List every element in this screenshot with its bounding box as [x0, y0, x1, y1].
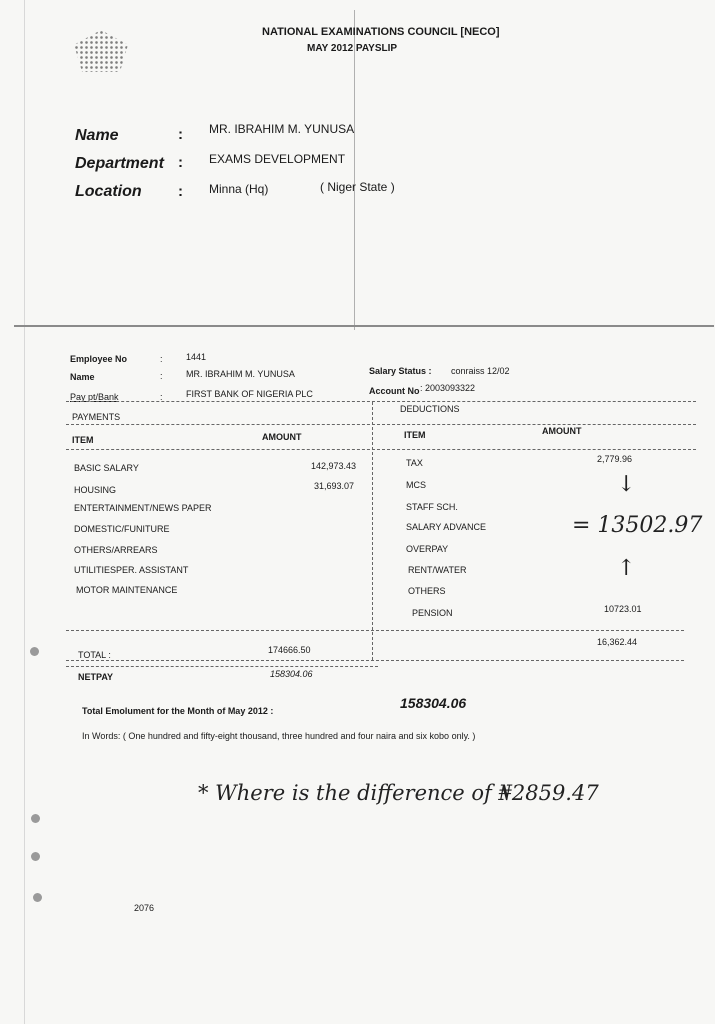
account-value: : 2003093322 [420, 383, 476, 393]
total-value: 174666.50 [268, 645, 311, 655]
colon: : [178, 183, 183, 200]
salary-status-value: conraiss 12/02 [451, 366, 510, 376]
deduction-item: MCS [406, 480, 426, 490]
deductions-item-header: ITEM [404, 430, 426, 440]
colon: : [160, 392, 163, 402]
employee-no-value: 1441 [186, 352, 207, 362]
table-rule [66, 449, 696, 450]
payment-item: BASIC SALARY [74, 463, 139, 473]
deduction-item: OVERPAY [406, 544, 449, 554]
fold-line-horizontal [14, 325, 714, 327]
colon: : [160, 371, 163, 381]
colon: : [178, 154, 183, 171]
location-value: Minna (Hq) [209, 182, 269, 196]
deduction-item: OTHERS [408, 586, 446, 596]
payments-section-label: PAYMENTS [72, 412, 121, 422]
table-rule [66, 401, 696, 402]
name-value: MR. IBRAHIM M. YUNUSA [209, 122, 355, 136]
payment-item: HOUSING [74, 485, 117, 495]
punch-hole [31, 814, 40, 823]
payments-item-header: ITEM [72, 435, 94, 445]
deduction-item: STAFF SCH. [406, 502, 458, 512]
amount-in-words: In Words: ( One hundred and fifty-eight thousand, three hundred and four naira and six kobo only. ) [82, 731, 476, 741]
netpay-value: 158304.06 [270, 669, 313, 679]
arrow-up-icon: ↑ [617, 556, 636, 581]
bank-value: FIRST BANK OF NIGERIA PLC [186, 389, 313, 399]
deduction-item: TAX [406, 458, 423, 468]
account-label: Account No [369, 386, 420, 396]
payments-amount-header: AMOUNT [262, 432, 302, 442]
department-value: EXAMS DEVELOPMENT [209, 152, 346, 166]
deductions-total-value: 16,362.44 [597, 637, 638, 647]
org-title: NATIONAL EXAMINATIONS COUNCIL [NECO] [262, 26, 500, 38]
payment-item: DOMESTIC/FUNITURE [74, 524, 170, 534]
payment-item: ENTERTAINMENT/NEWS PAPER [74, 503, 212, 513]
bank-label: Pay pt/Bank [70, 392, 119, 402]
handwritten-question: * Where is the difference of ₦2859.47 [198, 781, 599, 805]
table-rule [66, 666, 378, 667]
deduction-item: PENSION [412, 608, 453, 618]
page-edge [24, 0, 25, 1024]
punch-hole [30, 647, 39, 656]
handwritten-annotation: = 13502.97 [572, 513, 703, 538]
emolument-value: 158304.06 [400, 695, 467, 711]
salary-status-label: Salary Status : [369, 366, 432, 376]
payment-amount: 142,973.43 [311, 461, 357, 471]
total-label: TOTAL : [78, 650, 111, 660]
department-label: Department [75, 155, 164, 172]
table-rule [66, 630, 684, 631]
location-state: ( Niger State ) [320, 180, 395, 194]
employee-no-label: Employee No [70, 354, 128, 364]
location-label: Location [75, 183, 142, 200]
punch-hole [33, 893, 42, 902]
name-label: Name [75, 127, 119, 144]
colon: : [178, 126, 183, 143]
deductions-section-label: DEDUCTIONS [400, 404, 460, 414]
employee-name-label: Name [70, 372, 95, 382]
table-rule [66, 660, 684, 661]
netpay-label: NETPAY [78, 672, 114, 682]
deduction-amount: 10723.01 [604, 604, 642, 614]
table-rule [66, 424, 696, 425]
payment-item: UTILITIESPER. ASSISTANT [74, 565, 189, 575]
deduction-amount: 2,779.96 [597, 454, 633, 464]
footer-code: 2076 [134, 903, 155, 913]
neco-logo [74, 30, 128, 72]
fold-line-vertical [354, 10, 355, 330]
deductions-amount-header: AMOUNT [542, 426, 582, 436]
payment-item: OTHERS/ARREARS [74, 545, 158, 555]
table-divider [372, 402, 373, 660]
deduction-item: RENT/WATER [408, 565, 467, 575]
employee-name-value: MR. IBRAHIM M. YUNUSA [186, 369, 295, 379]
colon: : [160, 354, 163, 364]
arrow-down-icon: ↓ [617, 472, 636, 497]
emolument-label: Total Emolument for the Month of May 2012 : [82, 706, 274, 716]
punch-hole [31, 852, 40, 861]
payslip-title: MAY 2012 PAYSLIP [307, 43, 398, 54]
payment-amount: 31,693.07 [314, 481, 355, 491]
deduction-item: SALARY ADVANCE [406, 522, 487, 532]
payment-item: MOTOR MAINTENANCE [76, 585, 178, 595]
